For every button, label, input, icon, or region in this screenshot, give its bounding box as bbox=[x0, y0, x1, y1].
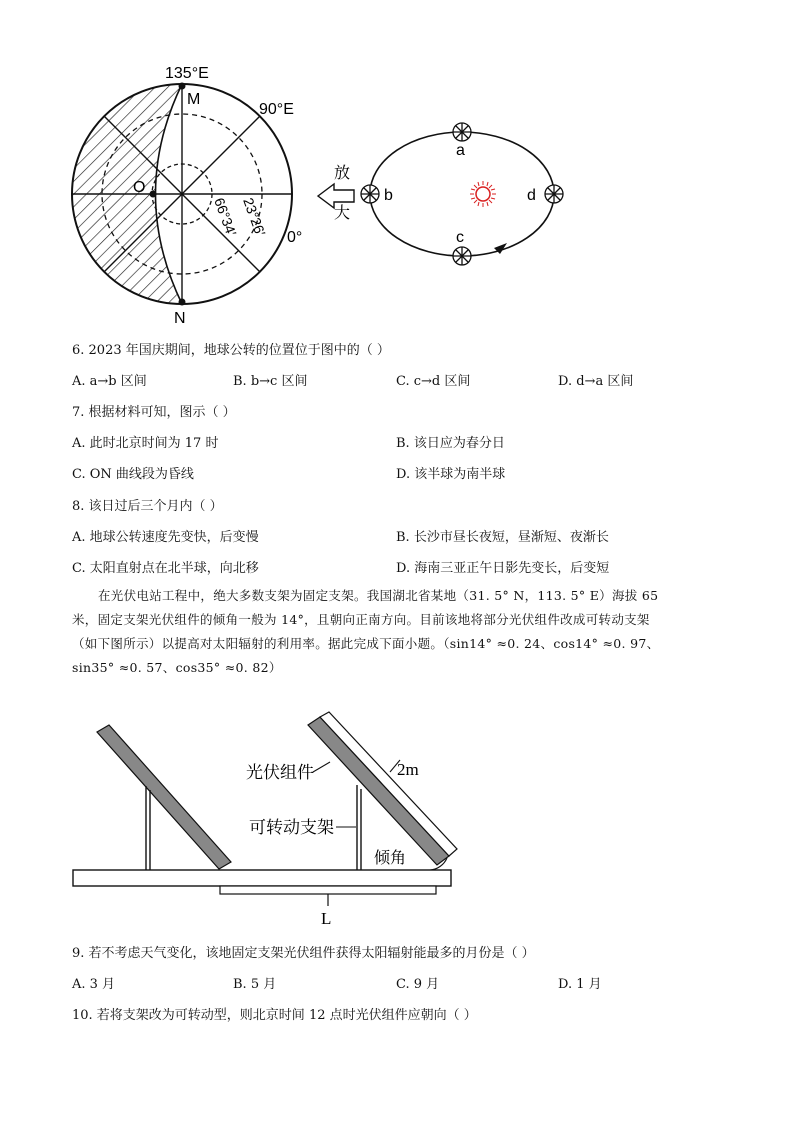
earth-position-d-icon bbox=[545, 185, 563, 203]
q6-option-a[interactable]: A. a→b 区间 bbox=[72, 374, 147, 389]
point-o bbox=[150, 191, 157, 198]
right-panel-frame bbox=[320, 712, 457, 856]
label-o: O bbox=[133, 179, 146, 196]
q6-option-c[interactable]: C. c→d 区间 bbox=[396, 374, 471, 389]
panel-leader-line bbox=[313, 762, 330, 772]
passage-line-4: sin35° ≈0. 57、cos35° ≈0. 82） bbox=[72, 660, 282, 675]
earth-orbit-figure bbox=[0, 0, 794, 330]
earth-position-a-icon bbox=[453, 123, 471, 141]
label-lat-inner: 66°34′ bbox=[211, 195, 240, 239]
base-plate bbox=[73, 870, 451, 886]
passage-line-2: 米，固定支架光伏组件的倾角一般为 14°，且朝向正南方向。目前该地将部分光伏组件改成可转动支架 bbox=[72, 612, 650, 627]
label-photovoltaic-panel: 光伏组件 bbox=[246, 763, 314, 783]
zoom-label-1: 放 bbox=[334, 165, 351, 182]
q7-stem: 7. 根据材料可知，图示（ ） bbox=[72, 405, 236, 420]
earth-position-c-icon bbox=[453, 247, 471, 265]
q9-stem: 9. 若不考虑天气变化，该地固定支架光伏组件获得太阳辐射能最多的月份是（ ） bbox=[72, 946, 535, 961]
left-solar-panel bbox=[97, 725, 231, 869]
q9-option-b[interactable]: B. 5 月 bbox=[233, 977, 277, 992]
label-0-lon: 0° bbox=[287, 229, 303, 246]
label-length-2m: 2m bbox=[397, 760, 419, 779]
sun-icon bbox=[470, 181, 496, 207]
q8-stem: 8. 该日过后三个月内（ ） bbox=[72, 499, 223, 514]
point-n bbox=[179, 299, 186, 306]
pole-center bbox=[181, 193, 184, 196]
label-lat-outer: 23°26′ bbox=[240, 195, 269, 239]
solar-bracket-figure bbox=[0, 700, 794, 940]
right-solar-panel bbox=[308, 717, 449, 865]
q9-option-a[interactable]: A. 3 月 bbox=[72, 977, 116, 992]
label-pos-c: c bbox=[456, 229, 464, 246]
zoom-label-2: 大 bbox=[334, 205, 351, 222]
earth-position-b-icon bbox=[361, 185, 379, 203]
q7-option-d[interactable]: D. 该半球为南半球 bbox=[396, 467, 506, 482]
label-rotatable-bracket: 可转动支架 bbox=[249, 818, 334, 838]
point-m bbox=[179, 83, 186, 90]
passage-line-1: 在光伏电站工程中，绝大多数支架为固定支架。我国湖北省某地（31. 5° N，113. 5° E）海拔 65 bbox=[98, 588, 659, 603]
q10-stem: 10. 若将支架改为可转动型，则北京时间 12 点时光伏组件应朝向（ ） bbox=[72, 1008, 477, 1023]
q7-option-b[interactable]: B. 该日应为春分日 bbox=[396, 436, 505, 451]
label-n: N bbox=[174, 310, 186, 327]
q7-option-c[interactable]: C. ON 曲线段为昏线 bbox=[72, 467, 194, 482]
q8-option-d[interactable]: D. 海南三亚正午日影先变长，后变短 bbox=[396, 561, 610, 576]
q6-option-d[interactable]: D. d→a 区间 bbox=[558, 374, 634, 389]
q9-option-c[interactable]: C. 9 月 bbox=[396, 977, 440, 992]
label-pos-b: b bbox=[384, 187, 393, 204]
q7-option-a[interactable]: A. 此时北京时间为 17 时 bbox=[72, 436, 219, 451]
label-tilt-angle: 倾角 bbox=[374, 848, 407, 867]
passage-line-3: （如下图所示）以提高对太阳辐射的利用率。据此完成下面小题。（sin14° ≈0. 24、cos14° ≈0. 97、 bbox=[72, 636, 660, 651]
label-l: L bbox=[321, 909, 332, 928]
label-135e: 135°E bbox=[165, 65, 209, 82]
q8-option-b[interactable]: B. 长沙市昼长夜短，昼渐短、夜渐长 bbox=[396, 530, 609, 545]
label-90e: 90°E bbox=[259, 101, 294, 118]
q8-option-c[interactable]: C. 太阳直射点在北半球，向北移 bbox=[72, 561, 259, 576]
q6-stem: 6. 2023 年国庆期间，地球公转的位置位于图中的（ ） bbox=[72, 343, 390, 358]
label-pos-d: d bbox=[527, 187, 536, 204]
q8-option-a[interactable]: A. 地球公转速度先变快，后变慢 bbox=[72, 530, 259, 545]
label-pos-a: a bbox=[456, 142, 465, 159]
passage bbox=[72, 584, 732, 680]
label-m: M bbox=[187, 91, 201, 108]
q9-option-d[interactable]: D. 1 月 bbox=[558, 977, 602, 992]
q6-option-b[interactable]: B. b→c 区间 bbox=[233, 374, 308, 389]
base-rail bbox=[220, 886, 436, 894]
